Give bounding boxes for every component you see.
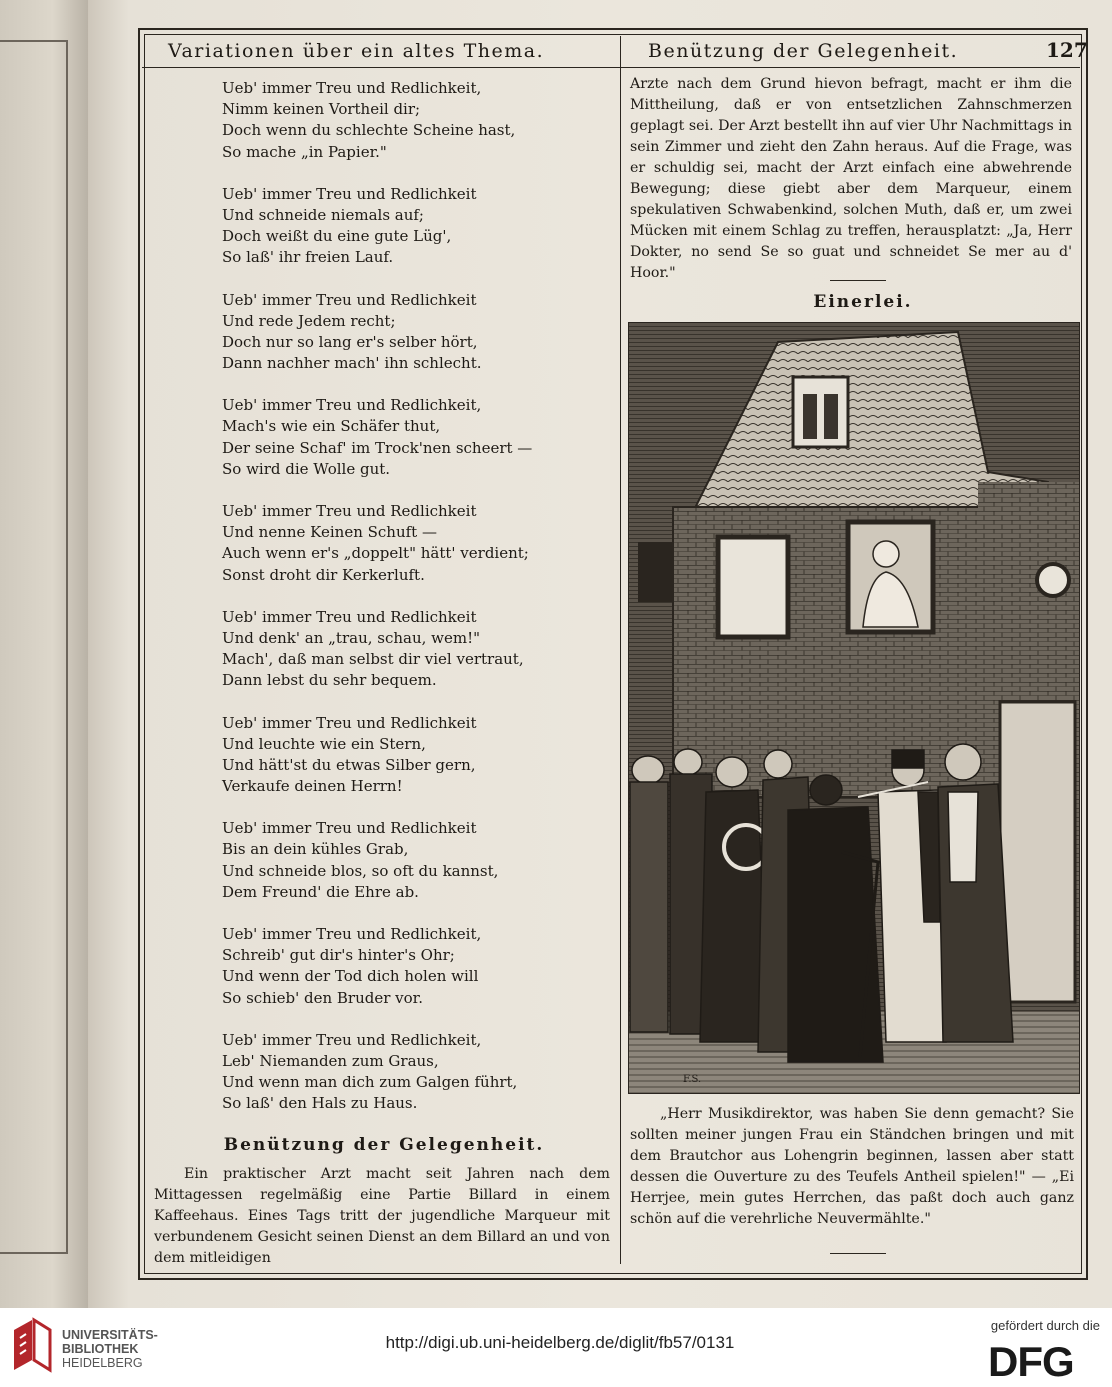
poem-line: Doch nur so lang er's selber hört, (222, 332, 478, 351)
previous-page-edge (0, 0, 88, 1308)
poem-line: Ueb' immer Treu und Redlichkeit (222, 607, 477, 626)
poem-stanza (222, 395, 612, 480)
poem-line: Ueb' immer Treu und Redlichkeit, (222, 79, 482, 97)
poem-line: Ueb' immer Treu und Redlichkeit, (222, 925, 482, 943)
poem-stanza (222, 713, 612, 798)
page-number: 127 (1046, 38, 1088, 62)
poem-line: Und schneide niemals auf; (222, 205, 424, 224)
poem-stanza (222, 78, 612, 163)
poem-line: Und leuchte wie ein Stern, (222, 734, 426, 753)
funded-by-label: gefördert durch die (990, 1318, 1100, 1333)
poem-line: Dann nachher mach' ihn schlecht. (222, 354, 482, 373)
poem-stanza (222, 818, 612, 903)
story-text-left: Ein praktischer Arzt macht seit Jahren nach dem Mittagessen regelmäßig eine Partie Billard in einem Kaffeehaus. Eines Tags tritt der jugendliche Marqueur mit verbundenem Gesicht seinen Dienst an dem Billard an und von dem mitleidigen (154, 1166, 610, 1266)
running-head-left: Variationen über ein altes Thema. (168, 40, 545, 62)
university-line-1: UNIVERSITÄTS- (62, 1328, 158, 1342)
university-line-3: HEIDELBERG (62, 1356, 143, 1370)
story-title: Benützung der Gelegenheit. (223, 1135, 545, 1155)
poem-line: Ueb' immer Treu und Redlichkeit, (222, 396, 482, 415)
poem-line: Bis an dein kühles Grab, (222, 840, 409, 859)
poem-stanza (222, 184, 612, 269)
university-name (62, 1328, 158, 1370)
poem (222, 78, 612, 1136)
poem-stanza (222, 924, 612, 1009)
musicians-group (630, 744, 1013, 1062)
poem-line: So laß' ihr freien Lauf. (222, 248, 394, 267)
story-text-right: Arzte nach dem Grund hievon befragt, macht er ihm die Mittheilung, daß er von entsetzlichen Zahnschmerzen geplagt sei. Der Arzt bestellt ihn auf vier Uhr Nachmittags in sein Zimmer und zieht den Zahn heraus. Auf die Frage, was er schuldig sei, macht der Arzt einfach eine abwehrende Bewegung; diese giebt aber dem Marqueur, einem spekulativen Schwabenkind, solchen Muth, daß er, um zwei Mücken mit einem Schlag zu treffen, herausplatzt: „Ja, Herr Dokter, no send Se so guat und schneidet Se mer au d' Hoor." (630, 76, 1072, 281)
poem-line: So wird die Wolle gut. (222, 459, 391, 478)
poem-line: Ueb' immer Treu und Redlichkeit (222, 184, 477, 203)
poem-line: Schreib' gut dir's hinter's Ohr; (222, 946, 455, 965)
poem-line: Sonst droht dir Kerkerluft. (222, 565, 425, 584)
artist-monogram: F.S. (683, 1074, 702, 1085)
poem-line: Mach's wie ein Schäfer thut, (222, 417, 441, 436)
poem-line: Und rede Jedem recht; (222, 311, 396, 330)
doorway (1000, 702, 1075, 1002)
poem-line: Ueb' immer Treu und Redlichkeit (222, 819, 477, 838)
previous-page-frame (0, 40, 68, 1254)
poem-line: So laß' den Hals zu Haus. (222, 1094, 418, 1113)
poem-stanza (222, 1030, 612, 1115)
header-rule (142, 67, 1080, 68)
poem-stanza (222, 607, 612, 692)
poem-line: Dem Freund' die Ehre ab. (222, 882, 419, 901)
poem-line: Verkaufe deinen Herrn! (222, 777, 403, 796)
einerlei-title: Einerlei. (813, 292, 913, 312)
poem-line: Mach', daß man selbst dir viel vertraut, (222, 650, 524, 669)
university-line-2: BIBLIOTHEK (62, 1342, 139, 1356)
lady-head (873, 541, 899, 567)
poem-line: Dann lebst du sehr bequem. (222, 671, 437, 690)
poem-line: Doch wenn du schlechte Scheine hast, (222, 121, 516, 140)
column-divider (620, 36, 621, 1264)
page (88, 0, 1112, 1308)
source-url-link[interactable]: http://digi.ub.uni-heidelberg.de/diglit/fb57/0131 (385, 1333, 735, 1352)
poem-line: Nimm keinen Vortheil dir; (222, 100, 421, 119)
digitization-footer (0, 1308, 1112, 1387)
poem-line: Ueb' immer Treu und Redlichkeit (222, 502, 477, 520)
poem-line: Und wenn man dich zum Galgen führt, (222, 1073, 518, 1092)
dormer-window (793, 377, 848, 447)
poem-line: Der seine Schaf' im Trock'nen scheert — (222, 438, 533, 457)
running-head-right: Benützung der Gelegenheit. (648, 40, 959, 62)
poem-line: So schieb' den Bruder vor. (222, 988, 423, 1007)
round-window (1037, 564, 1069, 596)
poem-line: Ueb' immer Treu und Redlichkeit (222, 713, 477, 732)
poem-line: Und schneide blos, so oft du kannst, (222, 861, 499, 880)
poem-line: Und wenn der Tod dich holen will (222, 967, 479, 986)
side-window (638, 542, 673, 602)
poem-line: Leb' Niemanden zum Graus, (222, 1051, 439, 1070)
dfg-logo-text: DFG (988, 1338, 1074, 1382)
dfg-logo (986, 1338, 1098, 1382)
window-left (718, 537, 788, 637)
illustration-caption: „Herr Musikdirektor, was haben Sie denn gemacht? Sie sollten meiner jungen Frau ein Ständchen bringen und mit dem Brautchor aus Lohengrin beginnen, lassen aber statt dessen die Ouverture zu des Teufels Antheil spielen!" — „Ei Herrjee, mein gutes Herrchen, das paßt doch auch ganz schön auf die verehrliche Neuvermählte." (630, 1106, 1074, 1227)
poem-line: Und nenne Keinen Schuft — (222, 523, 437, 542)
poem-stanza (222, 501, 612, 586)
poem-line: Doch weißt du eine gute Lüg', (222, 227, 452, 246)
poem-stanza (222, 290, 612, 375)
poem-line: Ueb' immer Treu und Redlichkeit, (222, 1030, 482, 1049)
engraving-illustration (628, 322, 1080, 1094)
separator-rule (830, 280, 886, 281)
poem-line: Auch wenn er's „doppelt" hätt' verdient; (222, 544, 529, 563)
university-logo-icon (10, 1316, 54, 1376)
poem-line: So mache „in Papier." (222, 142, 387, 161)
separator-rule (830, 1253, 886, 1254)
poem-line: Und denk' an „trau, schau, wem!" (222, 628, 481, 647)
poem-line: Ueb' immer Treu und Redlichkeit (222, 290, 477, 309)
poem-line: Und hätt'st du etwas Silber gern, (222, 755, 476, 774)
